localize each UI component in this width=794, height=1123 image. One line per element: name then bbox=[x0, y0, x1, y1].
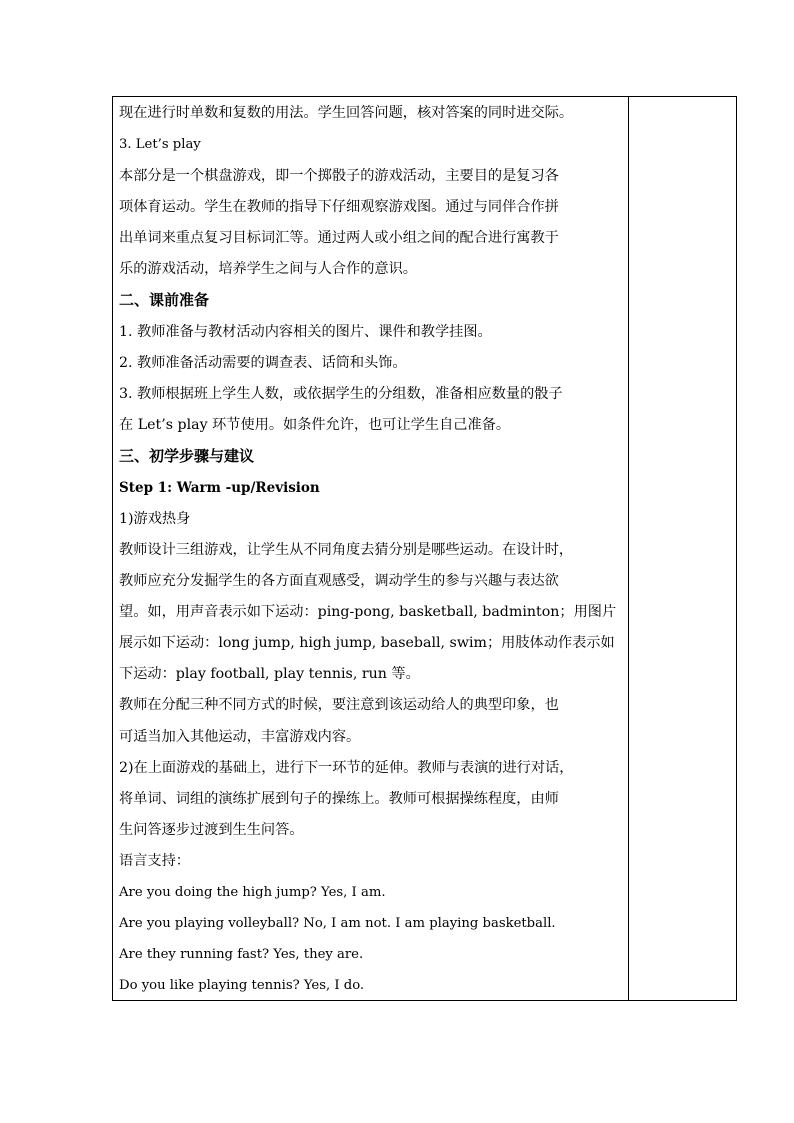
heading-steps: 三、初学步骤与建议 bbox=[119, 447, 255, 465]
subsection-title: 1)游戏热身 bbox=[119, 511, 191, 527]
text-line: 教师在分配三种不同方式的时候，要注意到该运动给人的典型印象，也 bbox=[119, 697, 559, 713]
text-line: 教师应充分发掘学生的各方面直观感受，调动学生的参与兴趣与表达欲 bbox=[119, 573, 559, 589]
text-line: 生问答逐步过渡到生生问答。 bbox=[119, 822, 304, 838]
section-title: 3. Let’s play bbox=[119, 137, 201, 152]
text-line: 在 Let’s play 环节使用。如条件允许，也可让学生自己准备。 bbox=[119, 417, 511, 433]
text-line: 展示如下运动：long jump, high jump, baseball, swim；用肢体动作表示如 bbox=[119, 635, 615, 651]
dialogue-line: Do you like playing tennis? Yes, I do. bbox=[119, 978, 365, 993]
heading-preparation: 二、课前准备 bbox=[119, 291, 210, 309]
notes-cell bbox=[629, 97, 736, 1000]
text-line: 望。如，用声音表示如下运动：ping-pong, basketball, badminton；用图片 bbox=[119, 604, 617, 620]
text-line: 教师设计三组游戏，让学生从不同角度去猜分别是哪些运动。在设计时， bbox=[119, 542, 574, 558]
content-cell bbox=[113, 97, 629, 1000]
text-line: 2)在上面游戏的基础上，进行下一环节的延伸。教师与表演的进行对话， bbox=[119, 760, 574, 776]
text-line: 本部分是一个棋盘游戏，即一个掷骰子的游戏活动，主要目的是复习各 bbox=[119, 168, 559, 184]
language-support-label: 语言支持： bbox=[119, 853, 190, 869]
dialogue-line: Are you playing volleyball? No, I am not. I am playing basketball. bbox=[119, 916, 556, 931]
list-item: 3. 教师根据班上学生人数，或依据学生的分组数，准备相应数量的骰子 bbox=[119, 386, 563, 402]
dialogue-line: Are they running fast? Yes, they are. bbox=[119, 947, 364, 962]
text-line: 现在进行时单数和复数的用法。学生回答问题，核对答案的同时进交际。 bbox=[119, 105, 574, 121]
dialogue-line: Are you doing the high jump? Yes, I am. bbox=[119, 885, 386, 900]
list-item: 2. 教师准备活动需要的调查表、话筒和头饰。 bbox=[119, 355, 407, 371]
text-line: 将单词、词组的演练扩展到句子的操练上。教师可根据操练程度，由师 bbox=[119, 791, 559, 807]
text-line: 下运动：play football, play tennis, run 等。 bbox=[119, 666, 420, 682]
text-line: 乐的游戏活动，培养学生之间与人合作的意识。 bbox=[119, 261, 417, 277]
text-line: 可适当加入其他运动，丰富游戏内容。 bbox=[119, 729, 361, 745]
step-title: Step 1: Warm -up/Revision bbox=[119, 480, 320, 496]
lesson-plan-table bbox=[112, 96, 737, 1001]
list-item: 1. 教师准备与教材活动内容相关的图片、课件和教学挂图。 bbox=[119, 324, 492, 340]
text-line: 出单词来重点复习目标词汇等。通过两人或小组之间的配合进行寓教于 bbox=[119, 230, 559, 246]
text-line: 项体育运动。学生在教师的指导下仔细观察游戏图。通过与同伴合作拼 bbox=[119, 199, 559, 215]
